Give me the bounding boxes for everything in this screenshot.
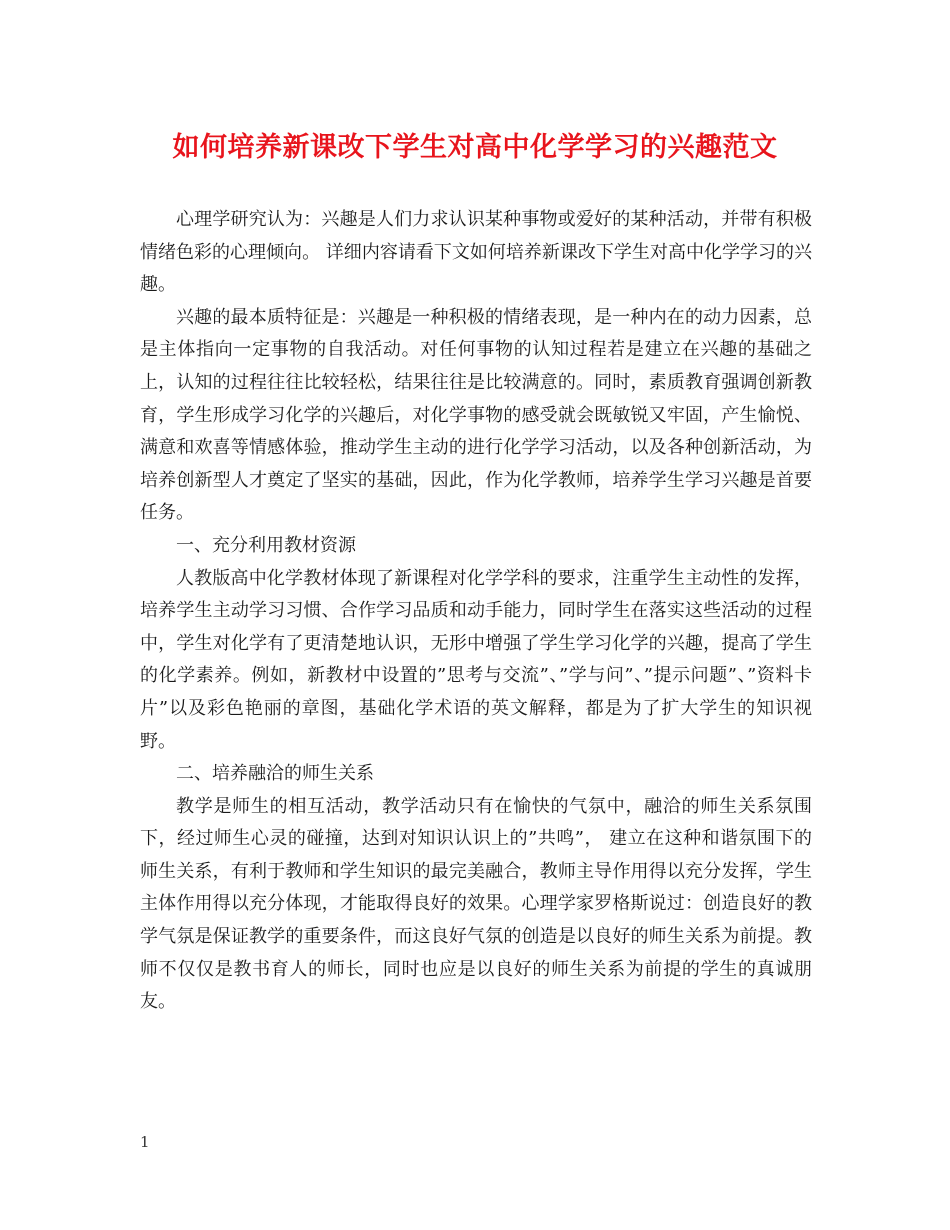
section-heading-1: 一、充分利用教材资源 [176,534,356,556]
paragraph-teacher-student-relationship: 教学是师生的相互活动，教学活动只有在愉快的气氛中，融洽的师生关系氛围下，经过师生心灵的碰撞，达到对知识认识上的”共鸣”， 建立在这种和谐氛围下的师生关系，有利于教师和学生知识的最完美融合，教师主导作用得以充分发挥，学生主体作用得以充分体现，才能取得良好的效果。心理学家罗格斯说过：创造良好的教学气氛是保证教学的重要条件，而这良好气氛的创造是以良好的师生关系为前提。教师不仅仅是教书育人的师长，同时也应是以良好的师生关系为前提的学生的真诚朋友。 [140,795,812,1013]
paragraph-interest-nature: 兴趣的最本质特征是：兴趣是一种积极的情绪表现，是一种内在的动力因素，总是主体指向一定事物的自我活动。对任何事物的认知过程若是建立在兴趣的基础之上，认知的过程往往比较轻松，结果往往是比较满意的。同时，素质教育强调创新教育，学生形成学习化学的兴趣后，对化学事物的感受就会既敏锐又牢固，产生愉悦、满意和欢喜等情感体验，推动学生主动的进行化学学习活动，以及各种创新活动，为培养创新型人才奠定了坚实的基础，因此，作为化学教师，培养学生学习兴趣是首要任务。 [140,306,812,524]
document-title: 如何培养新课改下学生对高中化学学习的兴趣范文 [172,132,778,163]
document-body [140,204,812,1019]
page-number: 1 [140,1133,150,1151]
section-heading-2: 二、培养融洽的师生关系 [176,763,374,785]
paragraph-intro: 心理学研究认为：兴趣是人们力求认识某种事物或爱好的某种活动，并带有积极情绪色彩的心理倾向。 详细内容请看下文如何培养新课改下学生对高中化学学习的兴趣。 [140,209,812,296]
paragraph-textbook-resources: 人教版高中化学教材体现了新课程对化学学科的要求，注重学生主动性的发挥，培养学生主动学习习惯、合作学习品质和动手能力，同时学生在落实这些活动的过程中，学生对化学有了更清楚地认识，无形中增强了学生学习化学的兴趣，提高了学生的化学素养。例如，新教材中设置的”思考与交流”、”学与问”、”提示问题”、”资料卡片”以及彩色艳丽的章图，基础化学术语的英文解释，都是为了扩大学生的知识视野。 [140,567,812,752]
